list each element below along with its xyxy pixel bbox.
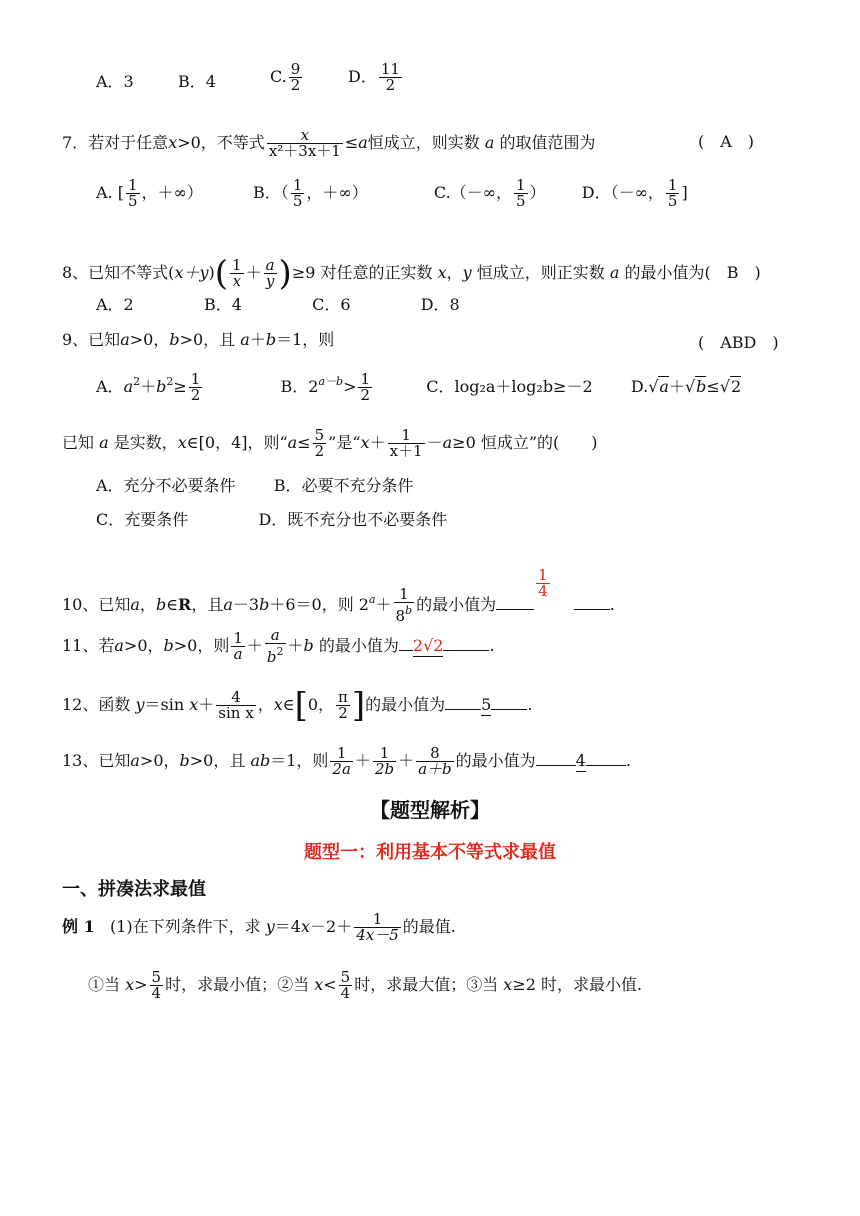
section-title: 【题型解析】 [370, 798, 490, 822]
q-extra-option-a: A．充分不必要条件 [96, 476, 236, 495]
q7-option-d: D．（－∞， $\frac{1}{5}$ ] [581, 176, 688, 210]
question-7: 7．若对于任意x>0，不等式 $\frac{x}{\text{x²＋3x＋1}}$ ≤a恒成立，则实数 a 的取值范围为 [62, 126, 596, 160]
example-1-label: 例 1 [62, 917, 95, 936]
q7-option-c: C.（－∞， $\frac{1}{5}$ ） [433, 176, 546, 210]
q6-option-c-fraction: $\frac{9}{2}$ [290, 60, 301, 94]
q8-option-c: C．6 [312, 295, 351, 314]
example-1-conditions: ①当 x> $\frac{5}{4}$ 时，求最小值；②当 x< $\frac{5}{4}$ 时，求最大值；③当 x≥2 时，求最小值. [88, 968, 643, 1002]
q11-answer: 2√2 [412, 636, 444, 655]
q6-option-b: B．4 [178, 72, 216, 91]
q6-option-a: A．3 [96, 72, 134, 91]
q8-option-b: B．4 [203, 295, 242, 314]
question-8: 8、已知不等式(x＋y)( $\frac{1}{x}$ ＋ $\frac{a}{y}$ )≥9 对任意的正实数 x，y 恒成立，则正实数 a 的最小值为( B ) [62, 253, 761, 294]
q8-options [96, 295, 460, 315]
q7-fraction: $\frac{x}{\text{x²＋3x＋1}}$ [268, 126, 341, 160]
q9-options [96, 372, 741, 403]
q9-answer: ( ABD ) [698, 333, 779, 352]
heading-1: 一、拼凑法求最值 [62, 879, 206, 900]
question-13: 13、已知a>0，b>0，且 ab＝1，则 $\frac{1}{2a}$ ＋ $\frac{1}{2b}$ ＋ $\frac{8}{a+b}$ 的最小值为 4 . [62, 744, 631, 778]
q6-option-c [270, 62, 304, 93]
q10-answer: $\frac{1}{4}$ [538, 566, 548, 600]
q6-option-d-fraction: $\frac{11}{2}$ [380, 60, 400, 94]
q8-option-d: D．8 [420, 295, 460, 314]
q12-answer: 5 [481, 695, 492, 714]
q-extra-option-c: C．充要条件 [96, 510, 189, 529]
q9-option-a: A．$a^2+b^2\ge$ $\frac{1}{2}$ [96, 370, 201, 404]
q6-option-d [348, 62, 404, 93]
q9-option-d: D.√a＋√b≤√2 [630, 377, 742, 396]
question-9: 9、已知a>0，b>0，且 a＋b＝1，则 [62, 330, 335, 349]
q13-answer: 4 [575, 751, 586, 770]
question-10: 10、已知a，b∈R，且a－3b＋6＝0，则 $2^a+$ $\frac{1}{8^b}$ 的最小值为 $\frac{1}{4}$ . [62, 566, 615, 625]
q6-option-c-label: C. [270, 67, 287, 86]
q-extra-options-row1 [96, 476, 414, 496]
q7-answer: ( A ) [698, 132, 755, 151]
q8-option-a: A．2 [96, 295, 134, 314]
q7-option-b: B．（ $\frac{1}{5}$ ，＋∞） [253, 176, 368, 210]
question-11: 11、若a>0，b>0，则 $\frac{1}{a}$ ＋ $\frac{a}{b^2}$ ＋b 的最小值为 2√2 . [62, 626, 495, 666]
q-extra-option-d: D．既不充分也不必要条件 [258, 510, 448, 529]
question-12: 12、函数 y＝sin x＋ $\frac{4}{\text{sin x}}$ ，x∈[0， $\frac{\pi}{2}$ ]的最小值为 5 . [62, 685, 533, 726]
q-extra-options-row2 [96, 510, 447, 530]
q9-option-c: C．log₂a＋log₂b≥－2 [426, 377, 593, 396]
q7-option-a: A. [ $\frac{1}{5}$ ，＋∞） [96, 176, 203, 210]
subsection-title: 题型一：利用基本不等式求最值 [304, 842, 556, 863]
q-extra-option-b: B．必要不充分条件 [273, 476, 414, 495]
question-extra: 已知 a 是实数，x∈[0，4]，则“a≤ $\frac{5}{2}$ ”是“x＋ $\frac{1}{x+1}$ －a≥0 恒成立”的( ) [62, 426, 598, 460]
q7-options [96, 178, 688, 209]
q6-option-d-label: D． [348, 67, 377, 86]
q8-answer: B ) [710, 263, 761, 282]
example-1: 例 1 (1)在下列条件下，求 y＝4x－2＋ $\frac{1}{4x-5}$ 的最值. [62, 910, 456, 944]
q9-option-b: B．$2^{a-b}>$ $\frac{1}{2}$ [280, 370, 371, 404]
